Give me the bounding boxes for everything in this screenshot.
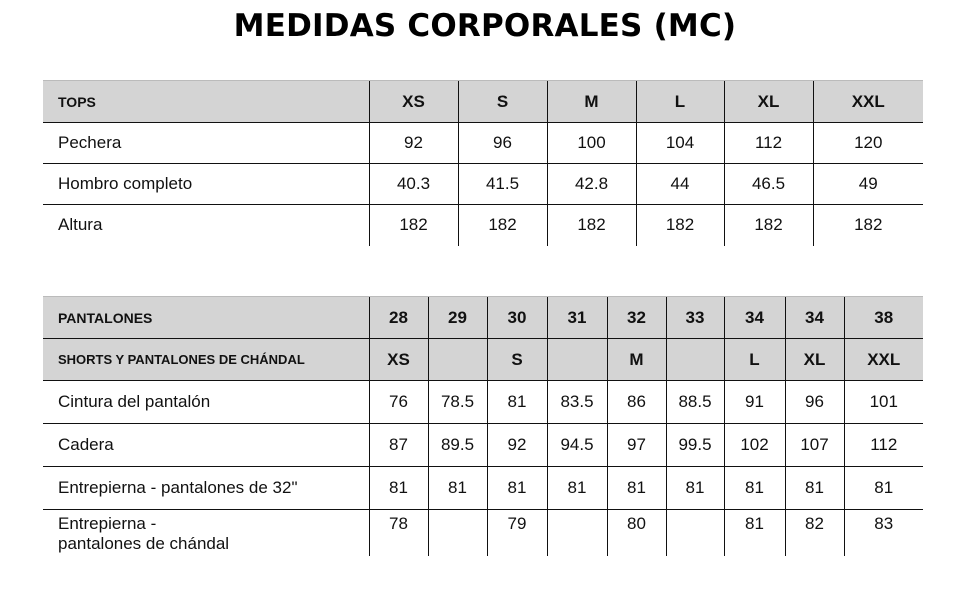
size-header: 34 (724, 297, 785, 339)
measure-cell: 92 (369, 123, 458, 164)
measure-cell: 44 (636, 164, 724, 205)
letter-size-header: M (607, 339, 666, 381)
measure-cell: 182 (547, 205, 636, 246)
measure-cell: 101 (844, 381, 923, 424)
measure-cell: 182 (369, 205, 458, 246)
size-header: L (636, 81, 724, 123)
measure-cell (428, 510, 487, 556)
letter-size-header (428, 339, 487, 381)
measure-cell: 182 (636, 205, 724, 246)
measure-cell: 100 (547, 123, 636, 164)
row-label: Cintura del pantalón (43, 381, 369, 424)
measure-cell: 89.5 (428, 424, 487, 467)
measure-cell: 107 (785, 424, 844, 467)
measure-cell: 91 (724, 381, 785, 424)
pants-header-row (43, 297, 923, 339)
measure-cell: 42.8 (547, 164, 636, 205)
measure-cell: 81 (607, 467, 666, 510)
measure-cell: 83.5 (547, 381, 607, 424)
measure-cell: 96 (785, 381, 844, 424)
table-row (43, 164, 923, 205)
tops-header-row (43, 81, 923, 123)
table-row (43, 123, 923, 164)
measure-cell: 82 (785, 510, 844, 556)
measure-cell: 80 (607, 510, 666, 556)
page-title: MEDIDAS CORPORALES (MC) (233, 8, 737, 44)
measure-cell: 81 (547, 467, 607, 510)
measure-cell: 87 (369, 424, 428, 467)
size-header: M (547, 81, 636, 123)
measure-cell: 97 (607, 424, 666, 467)
measure-cell: 104 (636, 123, 724, 164)
measure-cell: 81 (724, 510, 785, 556)
size-header: 30 (487, 297, 547, 339)
measure-cell: 81 (785, 467, 844, 510)
measure-cell: 49 (813, 164, 923, 205)
row-label-line: Entrepierna - (58, 514, 157, 533)
measure-cell: 46.5 (724, 164, 813, 205)
measure-cell: 182 (458, 205, 547, 246)
letter-size-header (666, 339, 724, 381)
table-row (43, 205, 923, 246)
size-header: 29 (428, 297, 487, 339)
measure-cell: 81 (487, 381, 547, 424)
measure-cell: 182 (724, 205, 813, 246)
letter-size-header: XS (369, 339, 428, 381)
measure-cell: 81 (369, 467, 428, 510)
measure-cell: 99.5 (666, 424, 724, 467)
measure-cell: 81 (724, 467, 785, 510)
row-label: Entrepierna - pantalones de 32" (43, 467, 369, 510)
measure-cell: 79 (487, 510, 547, 556)
measure-cell: 112 (724, 123, 813, 164)
measure-cell: 78.5 (428, 381, 487, 424)
row-label: Cadera (43, 424, 369, 467)
row-label: Pechera (43, 123, 369, 164)
size-header: XS (369, 81, 458, 123)
table-row (43, 467, 923, 510)
size-header: 28 (369, 297, 428, 339)
measure-cell: 86 (607, 381, 666, 424)
table-row (43, 424, 923, 467)
measure-cell: 182 (813, 205, 923, 246)
size-header: 33 (666, 297, 724, 339)
measure-cell: 83 (844, 510, 923, 556)
measure-cell: 40.3 (369, 164, 458, 205)
size-header: 34 (785, 297, 844, 339)
letter-size-header: S (487, 339, 547, 381)
pants-size-table (43, 296, 923, 556)
measure-cell: 92 (487, 424, 547, 467)
measure-cell: 102 (724, 424, 785, 467)
shorts-subheader-label: SHORTS Y PANTALONES DE CHÁNDAL (43, 339, 369, 381)
letter-size-row (43, 339, 923, 381)
measure-cell: 112 (844, 424, 923, 467)
size-header: 31 (547, 297, 607, 339)
tops-size-table (43, 80, 923, 246)
size-header: 32 (607, 297, 666, 339)
letter-size-header: L (724, 339, 785, 381)
measure-cell: 120 (813, 123, 923, 164)
row-label-line: pantalones de chándal (58, 534, 230, 553)
size-header: XXL (813, 81, 923, 123)
measure-cell: 81 (844, 467, 923, 510)
table-row (43, 381, 923, 424)
measure-cell: 81 (487, 467, 547, 510)
row-label: Hombro completo (43, 164, 369, 205)
size-header: 38 (844, 297, 923, 339)
letter-size-header: XXL (844, 339, 923, 381)
measure-cell: 76 (369, 381, 428, 424)
letter-size-header: XL (785, 339, 844, 381)
size-header: XL (724, 81, 813, 123)
measure-cell (547, 510, 607, 556)
size-header: S (458, 81, 547, 123)
measure-cell: 78 (369, 510, 428, 556)
measure-cell: 81 (428, 467, 487, 510)
measure-cell: 88.5 (666, 381, 724, 424)
row-label: Altura (58, 215, 103, 235)
pants-header-label: PANTALONES (43, 297, 369, 339)
tops-header-label: TOPS (43, 81, 369, 123)
measure-cell (666, 510, 724, 556)
letter-size-header (547, 339, 607, 381)
measure-cell: 41.5 (458, 164, 547, 205)
measure-cell: 81 (666, 467, 724, 510)
table-row (43, 510, 923, 556)
row-label (43, 510, 369, 556)
measure-cell: 94.5 (547, 424, 607, 467)
measure-cell: 96 (458, 123, 547, 164)
